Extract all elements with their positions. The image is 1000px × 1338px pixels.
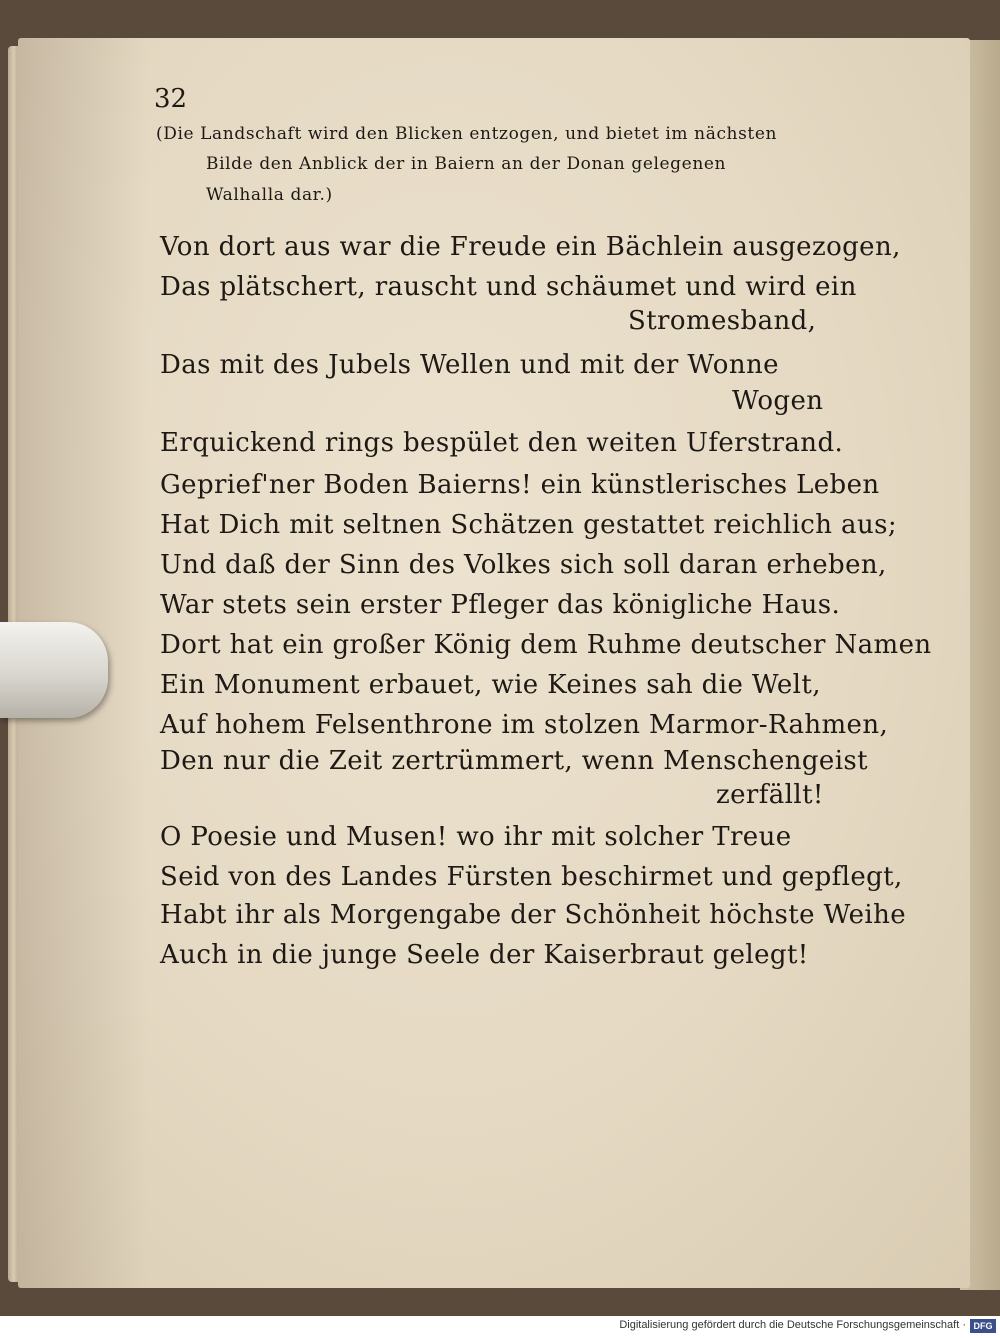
verse-line: Wogen (732, 386, 824, 416)
verse-line: Ein Monument erbauet, wie Keines sah die Welt, (160, 670, 821, 700)
verse-line: Auch in die junge Seele der Kaiserbraut gelegt! (160, 940, 809, 970)
funding-notice: Digitalisierung gefördert durch die Deutsche Forschungsgemeinschaft · (619, 1319, 966, 1331)
verse-line: Den nur die Zeit zertrümmert, wenn Menschengeist (160, 746, 869, 776)
verse-line: Dort hat ein großer König dem Ruhme deutscher Namen (160, 630, 932, 660)
page-number: 32 (154, 84, 188, 114)
footer-bar (0, 1316, 1000, 1338)
stage-direction-line: Walhalla dar.) (206, 185, 333, 205)
verse-line: O Poesie und Musen! wo ihr mit solcher Treue (160, 822, 792, 852)
verse-line: Geprief'ner Boden Baierns! ein künstlerisches Leben (160, 470, 880, 500)
page-clip (0, 622, 108, 718)
verse-line: Das mit des Jubels Wellen und mit der Wonne (160, 350, 779, 380)
stage-direction-line: Bilde den Anblick der in Baiern an der Donan gelegenen (206, 154, 727, 174)
verse-line: zerfällt! (716, 780, 824, 810)
verse-line: Erquickend rings bespület den weiten Uferstrand. (160, 428, 844, 458)
verse-line: Seid von des Landes Fürsten beschirmet und gepflegt, (160, 862, 903, 892)
page-paper (18, 38, 970, 1288)
verse-line: Hat Dich mit seltnen Schätzen gestattet reichlich aus; (160, 510, 898, 540)
verse-line: Habt ihr als Morgengabe der Schönheit höchste Weihe (160, 900, 907, 930)
verse-line: Stromesband, (628, 306, 817, 336)
verse-line: War stets sein erster Pfleger das königliche Haus. (160, 590, 841, 620)
stage-direction-line: (Die Landschaft wird den Blicken entzogen, und bietet im nächsten (156, 124, 778, 144)
verse-line: Von dort aus war die Freude ein Bächlein ausgezogen, (160, 232, 901, 262)
verse-line: Und daß der Sinn des Volkes sich soll daran erheben, (160, 550, 887, 580)
verse-line: Auf hohem Felsenthrone im stolzen Marmor-Rahmen, (160, 710, 889, 740)
dfg-logo: DFG (970, 1319, 996, 1333)
verse-line: Das plätschert, rauscht und schäumet und wird ein (160, 272, 857, 302)
